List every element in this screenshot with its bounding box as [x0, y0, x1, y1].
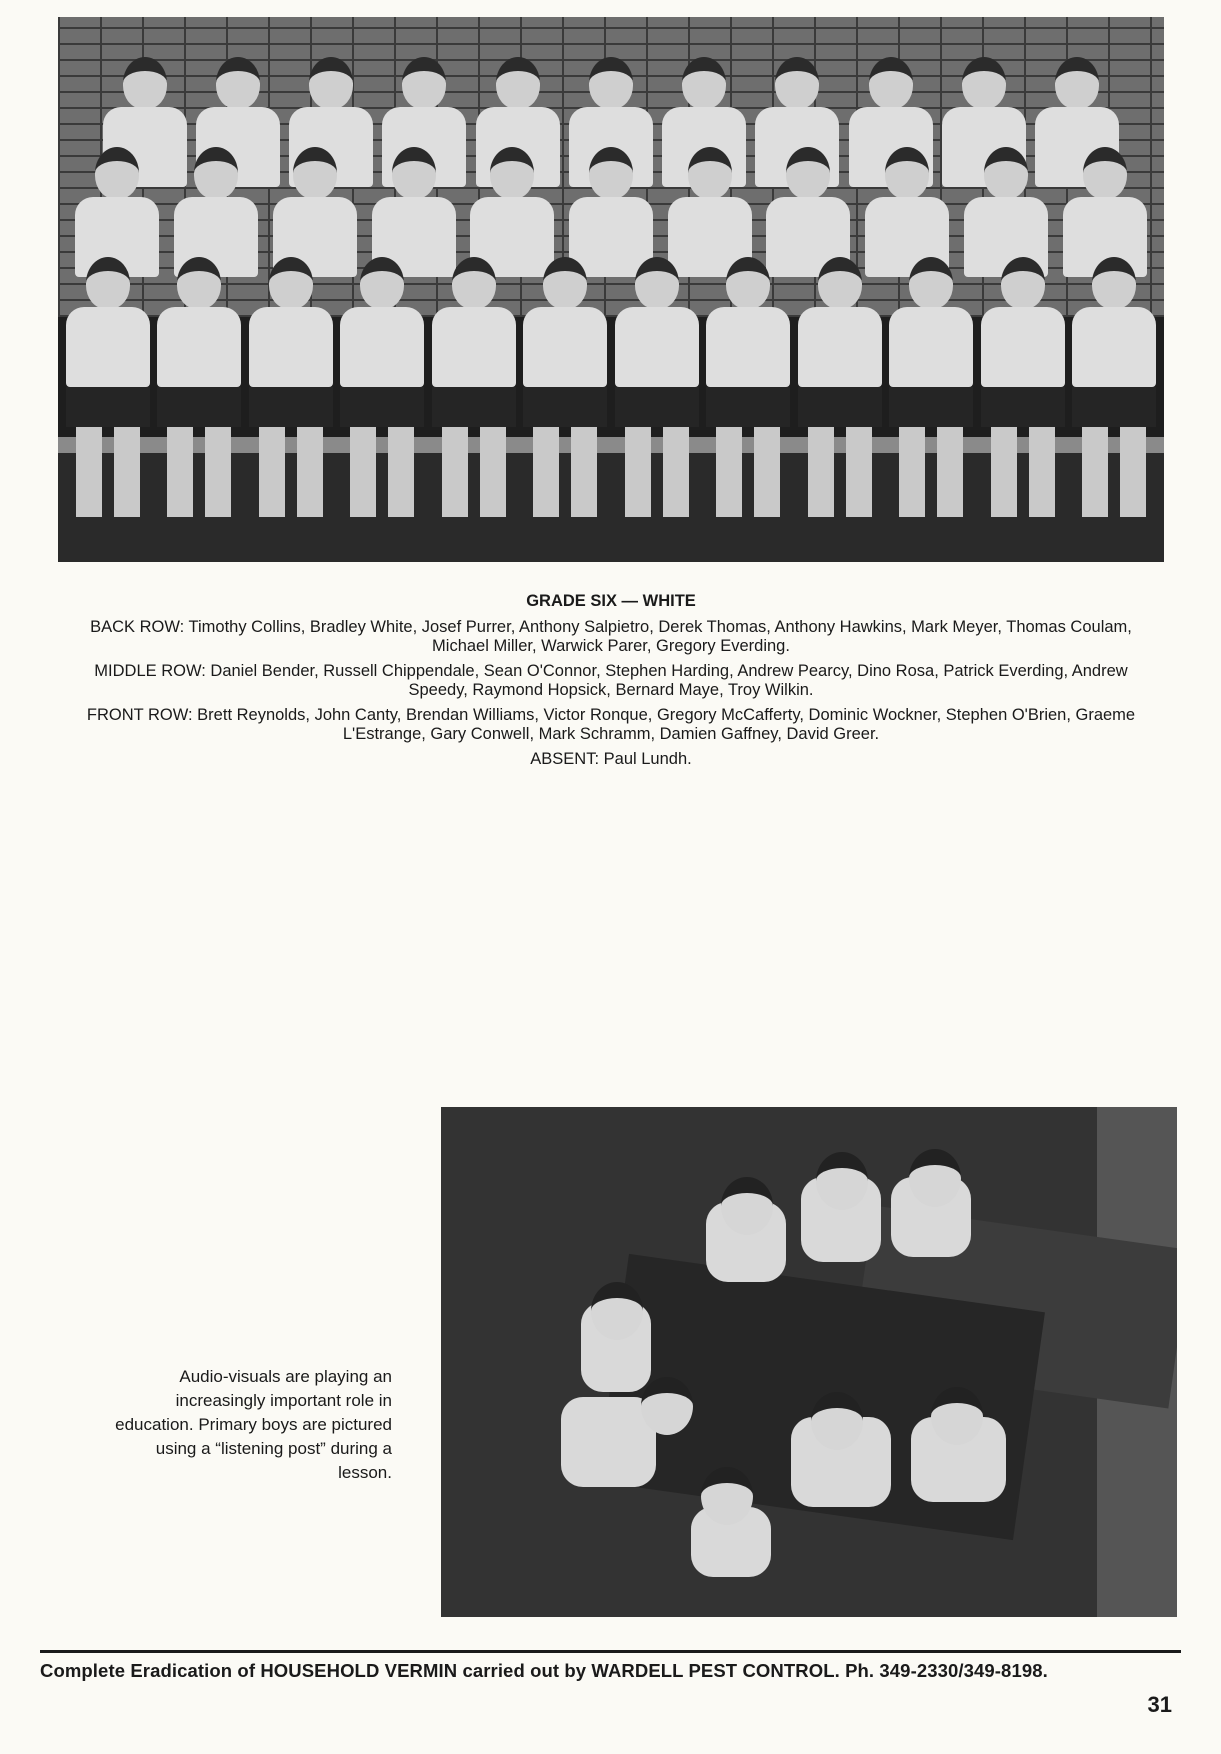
page-number: 31 — [1147, 1692, 1172, 1717]
class-photo — [58, 17, 1164, 562]
listening-post-photo — [441, 1107, 1177, 1617]
back-row-names: BACK ROW: Timothy Collins, Bradley White, Josef Purrer, Anthony Salpietro, Derek Thomas, Anthony Hawkins, Mark Meyer, Thomas Coulam, Michael Miller, Warwick Parer, Gregory Everding. — [90, 618, 1132, 655]
footer-rule — [40, 1650, 1181, 1653]
caption-title: GRADE SIX — WHITE — [526, 592, 696, 610]
absent-names: ABSENT: Paul Lundh. — [530, 750, 692, 768]
footer-advert: Complete Eradication of HOUSEHOLD VERMIN carried out by WARDELL PEST CONTROL. Ph. 349-2330/349-8198. — [40, 1660, 1048, 1681]
front-row-figures — [58, 257, 1164, 517]
front-row-names: FRONT ROW: Brett Reynolds, John Canty, Brendan Williams, Victor Ronque, Gregory McCafferty, Dominic Wockner, Stephen O'Brien, Graeme L'Estrange, Gary Conwell, Mark Schramm, Damien Gaffney, David Greer. — [86, 706, 1136, 743]
middle-row-names: MIDDLE ROW: Daniel Bender, Russell Chippendale, Sean O'Connor, Stephen Harding, Andrew Pearcy, Dino Rosa, Patrick Everding, Andrew Speedy, Raymond Hopsick, Bernard Maye, Troy Wilkin. — [94, 662, 1128, 699]
class-photo-caption — [66, 592, 1156, 775]
listening-post-caption: Audio-visuals are playing an increasingly important role in education. Primary boys are pictured using a “listening post” during a lesson. — [115, 1367, 392, 1482]
